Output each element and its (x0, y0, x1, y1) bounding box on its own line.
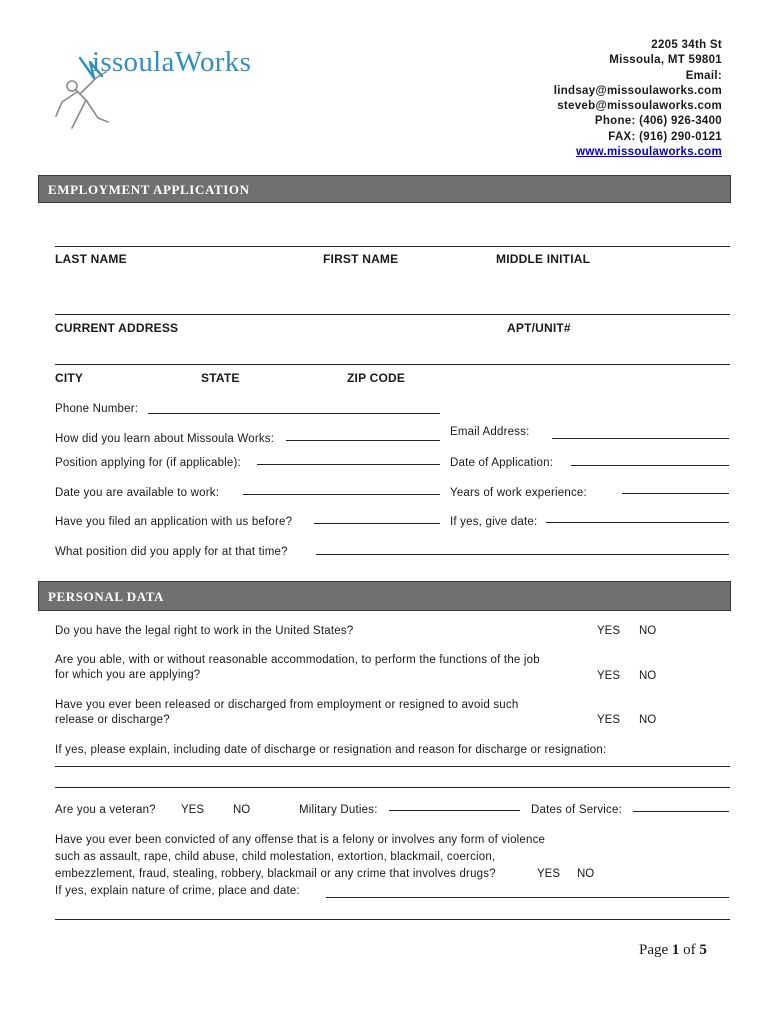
email-address-label: Email Address: (450, 426, 530, 438)
legal-right-question: Do you have the legal right to work in the United States? (55, 625, 354, 637)
how-learn-input[interactable] (286, 440, 440, 441)
released-question-line1: Have you ever been released or discharged from employment or resigned to avoid such (55, 699, 519, 711)
convicted-question-line3: embezzlement, fraud, stealing, robbery, blackmail or any crime that involves drugs? (55, 868, 496, 880)
convicted-question-line1: Have you ever been convicted of any offense that is a felony or involves any form of violence (55, 834, 546, 846)
military-duties-label: Military Duties: (299, 804, 378, 816)
how-learn-label: How did you learn about Missoula Works: (55, 433, 275, 445)
phone-number: Phone: (406) 926-3400 (594, 115, 722, 128)
dates-service-label: Dates of Service: (531, 804, 622, 816)
section-header-personal: PERSONAL DATA (38, 581, 731, 611)
of-label: of (683, 942, 696, 958)
fax-number: FAX: (916) 290-0121 (608, 130, 722, 143)
position-label: Position applying for (if applicable): (55, 457, 241, 469)
date-application-label: Date of Application: (450, 457, 554, 469)
if-yes-date-input[interactable] (546, 522, 729, 523)
position-input[interactable] (257, 464, 440, 465)
email-steveb: steveb@missoulaworks.com (557, 100, 722, 113)
page-total: 5 (699, 942, 707, 958)
what-position-label: What position did you apply for at that time? (55, 546, 288, 558)
website-link[interactable]: www.missoulaworks.com (576, 146, 722, 159)
apt-unit-label: APT/UNIT# (507, 321, 571, 335)
page-label: Page (639, 942, 669, 958)
zip-code-label: ZIP CODE (347, 371, 406, 385)
logo-wordmark: issoulaWorks (92, 46, 252, 78)
what-position-input[interactable] (316, 554, 729, 555)
phone-number-label: Phone Number: (55, 403, 139, 415)
able-no[interactable]: NO (639, 670, 657, 682)
veteran-yes[interactable]: YES (181, 804, 205, 816)
contact-block (554, 38, 722, 160)
middle-initial-label: MIDDLE INITIAL (496, 252, 591, 266)
date-available-input[interactable] (243, 494, 440, 495)
able-question-line2: for which you are applying? (55, 669, 201, 681)
current-address-label: CURRENT ADDRESS (55, 321, 179, 335)
street-address: 2205 34th St (651, 39, 722, 51)
email-lindsay: lindsay@missoulaworks.com (553, 84, 722, 97)
city-field-line[interactable] (55, 364, 730, 365)
phone-number-input[interactable] (148, 413, 440, 414)
date-application-input[interactable] (571, 465, 729, 466)
explain-input-line1[interactable] (55, 766, 730, 767)
section-header-employment: EMPLOYMENT APPLICATION (38, 175, 731, 203)
filed-before-input[interactable] (314, 523, 440, 524)
email-label: Email: (685, 69, 722, 82)
last-name-label: LAST NAME (55, 252, 127, 266)
explain-crime-input[interactable] (326, 897, 729, 898)
if-yes-date-label: If yes, give date: (450, 516, 538, 528)
able-question-line1: Are you able, with or without reasonable accommodation, to perform the functions of the job (55, 654, 540, 666)
veteran-label: Are you a veteran? (55, 804, 156, 816)
explain-input-line2[interactable] (55, 787, 730, 788)
email-address-input[interactable] (552, 438, 729, 439)
name-field-line[interactable] (55, 246, 730, 247)
legal-right-yes[interactable]: YES (597, 625, 621, 637)
released-question-line2: release or discharge? (55, 714, 170, 726)
convicted-no[interactable]: NO (577, 868, 595, 880)
released-no[interactable]: NO (639, 714, 657, 726)
page-current: 1 (671, 942, 680, 958)
explain-crime-input-line2[interactable] (55, 919, 730, 920)
city-label: CITY (55, 371, 84, 385)
legal-right-no[interactable]: NO (639, 625, 657, 637)
date-available-label: Date you are available to work: (55, 487, 220, 499)
if-yes-explain-label: If yes, please explain, including date of discharge or resignation and reason for discharge or resignation: (55, 744, 607, 756)
military-duties-input[interactable] (389, 810, 520, 811)
explain-crime-label: If yes, explain nature of crime, place and date: (55, 885, 300, 897)
address-field-line[interactable] (55, 314, 730, 315)
years-experience-input[interactable] (622, 493, 729, 494)
convicted-yes[interactable]: YES (537, 868, 561, 880)
first-name-label: FIRST NAME (323, 252, 399, 266)
city-state-zip: Missoula, MT 59801 (609, 54, 722, 67)
years-experience-label: Years of work experience: (450, 487, 587, 499)
state-label: STATE (201, 371, 240, 385)
page-number (639, 942, 707, 959)
dates-service-input[interactable] (633, 811, 729, 812)
filed-before-label: Have you filed an application with us before? (55, 516, 293, 528)
able-yes[interactable]: YES (597, 670, 621, 682)
convicted-question-line2: such as assault, rape, child abuse, child molestation, extortion, blackmail, coercion, (55, 851, 496, 863)
veteran-no[interactable]: NO (233, 804, 251, 816)
released-yes[interactable]: YES (597, 714, 621, 726)
